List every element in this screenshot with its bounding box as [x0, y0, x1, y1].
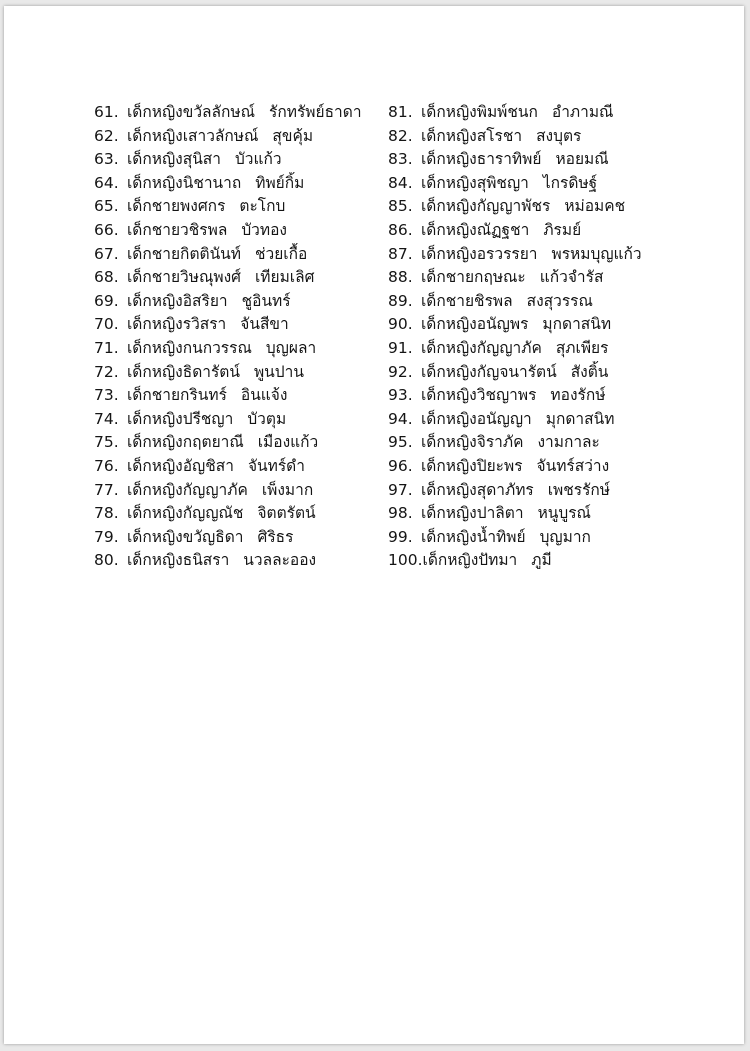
student-first-name: เด็กหญิงอรวรรยา	[421, 244, 538, 263]
student-entry	[94, 549, 394, 573]
student-entry	[94, 455, 394, 479]
student-first-name: เด็กหญิงกัญญาพัชร	[421, 197, 551, 216]
student-last-name: ภูมี	[531, 551, 552, 570]
student-last-name: มุกดาสนิท	[542, 315, 612, 334]
student-entry	[388, 431, 738, 455]
student-first-name: เด็กหญิงวิชญาพร	[421, 386, 537, 405]
student-last-name: บัวตุม	[247, 409, 287, 428]
student-entry	[388, 195, 738, 219]
student-last-name: สงสุวรรณ	[526, 291, 593, 310]
student-entry	[94, 243, 394, 267]
student-last-name: สังติ้น	[570, 362, 609, 381]
student-number: 71.	[94, 338, 119, 357]
student-first-name: เด็กหญิงกฤตยาณี	[127, 433, 244, 452]
student-first-name: เด็กชายชิรพล	[421, 291, 513, 310]
student-number: 81.	[388, 103, 413, 121]
student-number: 75.	[94, 433, 119, 452]
student-number: 77.	[94, 480, 119, 499]
student-last-name: บัวทอง	[241, 220, 287, 239]
student-number: 90.	[388, 315, 413, 334]
student-first-name: เด็กหญิงปัทมา	[422, 551, 518, 570]
student-entry	[388, 290, 738, 314]
student-first-name: เด็กหญิงสุพิชญา	[421, 173, 529, 192]
student-last-name: รักทรัพย์ธาดา	[269, 103, 362, 121]
student-entry	[94, 408, 394, 432]
student-last-name: เมืองแก้ว	[257, 433, 319, 452]
student-first-name: เด็กชายพงศกร	[127, 197, 226, 216]
student-last-name: ชูอินทร์	[241, 291, 291, 310]
student-first-name: เด็กหญิงณัฏฐชา	[421, 220, 530, 239]
student-number: 82.	[388, 126, 413, 145]
student-number: 65.	[94, 197, 119, 216]
student-first-name: เด็กหญิงกัญญาภัค	[127, 480, 248, 499]
student-first-name: เด็กหญิงจิราภัค	[421, 433, 524, 452]
student-last-name: ไกรดิษฐ์	[542, 173, 598, 192]
student-number: 78.	[94, 504, 119, 523]
student-last-name: จันทร์ดำ	[247, 456, 305, 475]
student-first-name: เด็กหญิงขวัญธิดา	[127, 527, 244, 546]
student-last-name: บุญมาก	[539, 527, 591, 546]
student-entry	[94, 290, 394, 314]
student-number: 87.	[388, 244, 413, 263]
student-last-name: นวลละออง	[243, 551, 317, 570]
student-entry	[94, 195, 394, 219]
student-entry	[388, 384, 738, 408]
student-last-name: จันสีขา	[240, 315, 289, 334]
student-number: 68.	[94, 268, 119, 287]
student-number: 95.	[388, 433, 413, 452]
student-number: 86.	[388, 220, 413, 239]
student-entry	[94, 384, 394, 408]
student-last-name: สุภเพียร	[555, 338, 609, 357]
student-entry	[94, 337, 394, 361]
student-last-name: สงบุตร	[536, 126, 582, 145]
student-last-name: เทียมเลิศ	[254, 268, 315, 287]
student-first-name: เด็กหญิงอัญชิสา	[127, 456, 234, 475]
student-number: 98.	[388, 504, 413, 523]
student-entry	[94, 431, 394, 455]
student-first-name: เด็กหญิงสุดาภัทร	[421, 480, 534, 499]
student-last-name: จิตตรัตน์	[257, 504, 316, 523]
student-first-name: เด็กหญิงกนกวรรณ	[127, 338, 252, 357]
student-first-name: เด็กหญิงปรีชญา	[127, 409, 234, 428]
student-first-name: เด็กหญิงขวัลลักษณ์	[127, 103, 256, 121]
student-entry	[94, 361, 394, 385]
student-entry	[388, 337, 738, 361]
student-list-right	[388, 101, 738, 573]
student-number: 70.	[94, 315, 119, 334]
student-last-name: เพ็งมาก	[261, 480, 314, 499]
student-last-name: ตะโกบ	[239, 197, 286, 216]
student-entry	[388, 455, 738, 479]
student-first-name: เด็กหญิงรวิสรา	[127, 315, 227, 334]
student-entry	[94, 479, 394, 503]
student-entry	[94, 526, 394, 550]
student-entry	[94, 125, 394, 149]
student-entry	[94, 313, 394, 337]
student-first-name: เด็กหญิงกัญจนารัตน์	[421, 362, 557, 381]
student-first-name: เด็กหญิงธนิสรา	[127, 551, 230, 570]
student-entry	[388, 526, 738, 550]
student-first-name: เด็กชายกฤษณะ	[421, 268, 526, 287]
student-number: 89.	[388, 291, 413, 310]
student-entry	[94, 172, 394, 196]
student-entry	[388, 243, 738, 267]
student-number: 69.	[94, 291, 119, 310]
student-last-name: ศิริธร	[257, 527, 294, 546]
student-last-name: ภิรมย์	[543, 220, 582, 239]
student-entry	[94, 502, 394, 526]
student-last-name: หนูบูรณ์	[537, 504, 591, 523]
student-last-name: ทิพย์กิ้ม	[255, 173, 305, 192]
document-page	[4, 6, 744, 1044]
student-entry	[388, 549, 738, 573]
student-last-name: บัวแก้ว	[234, 150, 282, 169]
student-entry	[388, 479, 738, 503]
student-number: 97.	[388, 480, 413, 499]
student-first-name: เด็กหญิงอนัญญา	[421, 409, 532, 428]
student-first-name: เด็กหญิงปิยะพร	[421, 456, 523, 475]
student-last-name: บุญผลา	[265, 338, 317, 357]
student-first-name: เด็กหญิงกัญญาภัค	[421, 338, 542, 357]
student-last-name: หม่อมคช	[564, 197, 626, 216]
student-first-name: เด็กชายกิตตินันท์	[127, 244, 241, 263]
student-number: 92.	[388, 362, 413, 381]
student-last-name: มุกดาสนิท	[545, 409, 615, 428]
student-first-name: เด็กหญิงน้ำทิพย์	[421, 527, 526, 546]
student-number: 74.	[94, 409, 119, 428]
student-last-name: พรหมบุญแก้ว	[551, 244, 642, 263]
student-entry	[94, 266, 394, 290]
student-first-name: เด็กชายวชิรพล	[127, 220, 228, 239]
student-number: 63.	[94, 150, 119, 169]
student-first-name: เด็กหญิงธิดารัตน์	[127, 362, 240, 381]
student-entry	[388, 219, 738, 243]
student-last-name: หอยมณี	[555, 150, 609, 169]
student-entry	[94, 101, 394, 125]
student-first-name: เด็กหญิงกัญญณัช	[127, 504, 244, 523]
student-first-name: เด็กหญิงเสาวลักษณ์	[127, 126, 259, 145]
student-number: 79.	[94, 527, 119, 546]
student-first-name: เด็กหญิงพิมพ์ชนก	[421, 103, 538, 121]
student-first-name: เด็กชายกรินทร์	[127, 386, 227, 405]
student-last-name: จันทร์สว่าง	[536, 456, 610, 475]
student-first-name: เด็กหญิงอิสริยา	[127, 291, 228, 310]
student-number: 66.	[94, 220, 119, 239]
student-first-name: เด็กชายวิษณุพงศ์	[127, 268, 241, 287]
student-list-left	[94, 101, 394, 573]
student-entry	[94, 148, 394, 172]
student-number: 94.	[388, 409, 413, 428]
student-number: 88.	[388, 268, 413, 287]
student-last-name: อินแจ้ง	[240, 386, 288, 405]
student-entry	[388, 313, 738, 337]
student-number: 64.	[94, 173, 119, 192]
student-last-name: แก้วจำรัส	[539, 268, 604, 287]
student-entry	[94, 219, 394, 243]
student-entry	[388, 101, 738, 125]
student-entry	[388, 125, 738, 149]
student-last-name: เพชรรักษ์	[547, 480, 611, 499]
student-first-name: เด็กหญิงนิชานาถ	[127, 173, 242, 192]
student-first-name: เด็กหญิงสุนิสา	[127, 150, 221, 169]
student-first-name: เด็กหญิงธาราทิพย์	[421, 150, 542, 169]
student-first-name: เด็กหญิงอนัญพร	[421, 315, 529, 334]
student-entry	[388, 172, 738, 196]
student-entry	[388, 408, 738, 432]
student-last-name: อำภามณี	[551, 103, 614, 121]
student-last-name: ช่วยเกื้อ	[254, 244, 308, 263]
student-number: 85.	[388, 197, 413, 216]
student-last-name: งามกาละ	[537, 433, 600, 452]
student-first-name: เด็กหญิงปาลิตา	[421, 504, 524, 523]
student-number: 72.	[94, 362, 119, 381]
student-number: 67.	[94, 244, 119, 263]
student-number: 93.	[388, 386, 413, 405]
student-first-name: เด็กหญิงสโรชา	[421, 126, 523, 145]
student-entry	[388, 361, 738, 385]
student-entry	[388, 148, 738, 172]
student-number: 61.	[94, 103, 119, 121]
student-last-name: ทองรักษ์	[550, 386, 606, 405]
student-number: 96.	[388, 456, 413, 475]
student-number: 80.	[94, 551, 119, 570]
student-number: 73.	[94, 386, 119, 405]
student-entry	[388, 502, 738, 526]
student-number: 91.	[388, 338, 413, 357]
student-last-name: สุขคุ้ม	[272, 126, 314, 145]
student-number: 99.	[388, 527, 413, 546]
student-last-name: พูนปาน	[253, 362, 304, 381]
student-number: 84.	[388, 173, 413, 192]
student-number: 100.	[388, 551, 423, 570]
student-number: 76.	[94, 456, 119, 475]
student-entry	[388, 266, 738, 290]
student-number: 62.	[94, 126, 119, 145]
student-number: 83.	[388, 150, 413, 169]
